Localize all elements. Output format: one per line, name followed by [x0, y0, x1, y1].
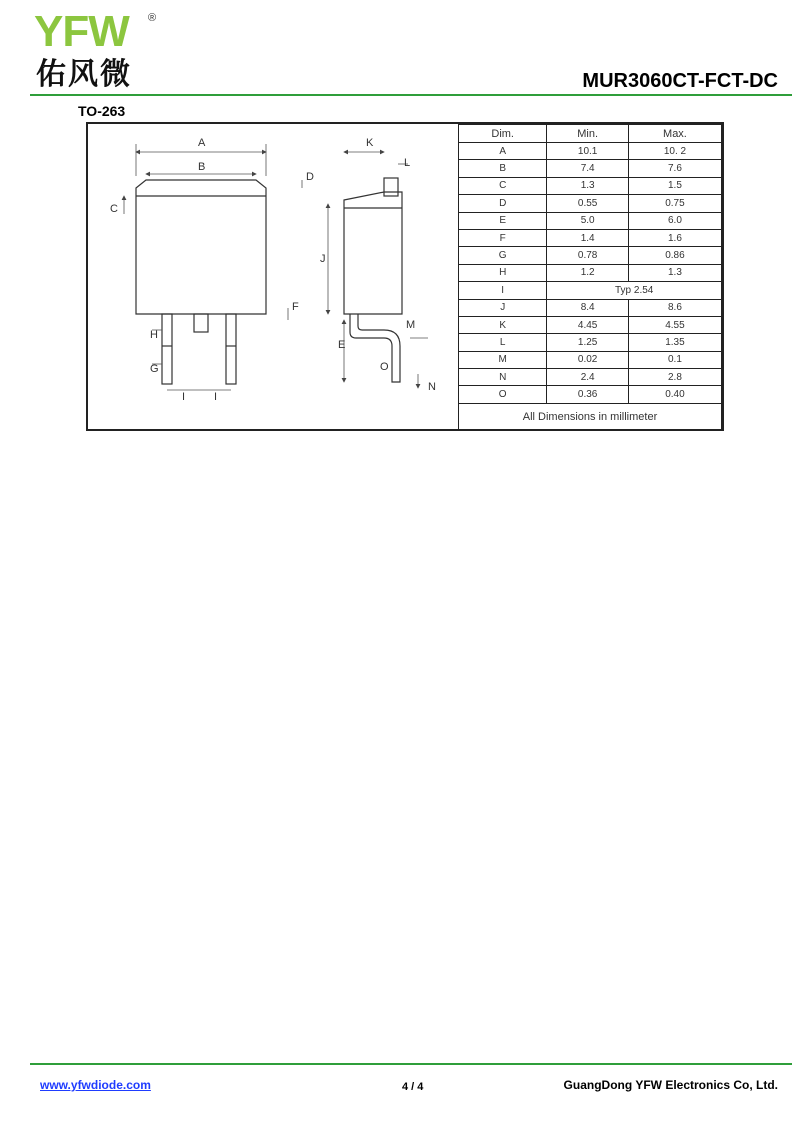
- table-row: [459, 229, 722, 246]
- min-cell: 5.0: [547, 212, 629, 229]
- registered-mark: ®: [148, 12, 157, 24]
- max-cell: 10. 2: [628, 143, 721, 160]
- table-row: [459, 316, 722, 333]
- dim-cell: I: [459, 282, 547, 299]
- col-header-max: Max.: [628, 125, 721, 143]
- table-row: [459, 247, 722, 264]
- max-cell: 7.6: [628, 160, 721, 177]
- min-cell: 0.78: [547, 247, 629, 264]
- min-cell: 1.2: [547, 264, 629, 281]
- dim-cell: B: [459, 160, 547, 177]
- min-cell: 10.1: [547, 143, 629, 160]
- min-cell: 7.4: [547, 160, 629, 177]
- min-cell: 1.4: [547, 229, 629, 246]
- min-cell: 8.4: [547, 299, 629, 316]
- max-cell: 2.8: [628, 369, 721, 386]
- svg-text:H: H: [150, 329, 158, 341]
- table-row: [459, 177, 722, 194]
- max-cell: 8.6: [628, 299, 721, 316]
- dim-cell: A: [459, 143, 547, 160]
- svg-text:L: L: [404, 157, 411, 169]
- dimension-table: [458, 124, 722, 431]
- dim-cell: O: [459, 386, 547, 403]
- table-note-row: [459, 403, 722, 430]
- min-cell: 0.36: [547, 386, 629, 403]
- svg-text:D: D: [306, 171, 314, 183]
- min-cell: 1.3: [547, 177, 629, 194]
- max-cell: 0.1: [628, 351, 721, 368]
- dim-cell: G: [459, 247, 547, 264]
- company-name: GuangDong YFW Electronics Co, Ltd.: [563, 1078, 778, 1092]
- typ-cell: Typ 2.54: [547, 282, 722, 299]
- table-row: [459, 334, 722, 351]
- table-row: [459, 143, 722, 160]
- header-divider: [30, 94, 792, 96]
- website-link[interactable]: www.yfwdiode.com: [40, 1078, 151, 1092]
- max-cell: 4.55: [628, 316, 721, 333]
- table-row: [459, 160, 722, 177]
- package-drawing: [88, 124, 456, 429]
- svg-text:O: O: [380, 361, 389, 373]
- package-name: TO-263: [78, 103, 126, 119]
- svg-text:J: J: [320, 253, 326, 265]
- table-row: [459, 351, 722, 368]
- svg-text:A: A: [198, 137, 206, 149]
- dim-cell: F: [459, 229, 547, 246]
- min-cell: 0.55: [547, 195, 629, 212]
- svg-text:N: N: [428, 381, 436, 393]
- dim-cell: K: [459, 316, 547, 333]
- min-cell: 1.25: [547, 334, 629, 351]
- table-row: [459, 386, 722, 403]
- max-cell: 1.5: [628, 177, 721, 194]
- dim-cell: E: [459, 212, 547, 229]
- svg-text:K: K: [366, 137, 374, 149]
- company-logo: [34, 7, 164, 94]
- units-note: All Dimensions in millimeter: [459, 403, 722, 430]
- max-cell: 1.35: [628, 334, 721, 351]
- col-header-min: Min.: [547, 125, 629, 143]
- max-cell: 0.40: [628, 386, 721, 403]
- max-cell: 1.6: [628, 229, 721, 246]
- min-cell: 4.45: [547, 316, 629, 333]
- svg-text:G: G: [150, 363, 159, 375]
- table-row: [459, 212, 722, 229]
- part-number-title: MUR3060CT-FCT-DC: [582, 70, 778, 92]
- footer-divider: [30, 1063, 792, 1065]
- svg-text:I: I: [182, 391, 186, 403]
- table-row: [459, 282, 722, 299]
- svg-text:M: M: [406, 319, 416, 331]
- max-cell: 0.75: [628, 195, 721, 212]
- logo-chinese-text: 佑风微: [36, 57, 132, 92]
- svg-text:I: I: [214, 391, 218, 403]
- table-row: [459, 369, 722, 386]
- table-row: [459, 264, 722, 281]
- min-cell: 0.02: [547, 351, 629, 368]
- dim-cell: L: [459, 334, 547, 351]
- col-header-dim: Dim.: [459, 125, 547, 143]
- dim-cell: D: [459, 195, 547, 212]
- table-row: [459, 195, 722, 212]
- to263-outline-svg: [88, 124, 456, 429]
- dim-cell: N: [459, 369, 547, 386]
- max-cell: 6.0: [628, 212, 721, 229]
- max-cell: 0.86: [628, 247, 721, 264]
- table-header-row: [459, 125, 722, 143]
- dim-cell: C: [459, 177, 547, 194]
- svg-text:F: F: [292, 301, 299, 313]
- svg-text:E: E: [338, 339, 346, 351]
- logo-latin-text: YFW: [34, 7, 129, 56]
- dim-cell: H: [459, 264, 547, 281]
- svg-text:B: B: [198, 161, 206, 173]
- dim-cell: M: [459, 351, 547, 368]
- min-cell: 2.4: [547, 369, 629, 386]
- svg-text:C: C: [110, 203, 118, 215]
- page-number: 4 / 4: [402, 1081, 424, 1093]
- table-row: [459, 299, 722, 316]
- dim-cell: J: [459, 299, 547, 316]
- max-cell: 1.3: [628, 264, 721, 281]
